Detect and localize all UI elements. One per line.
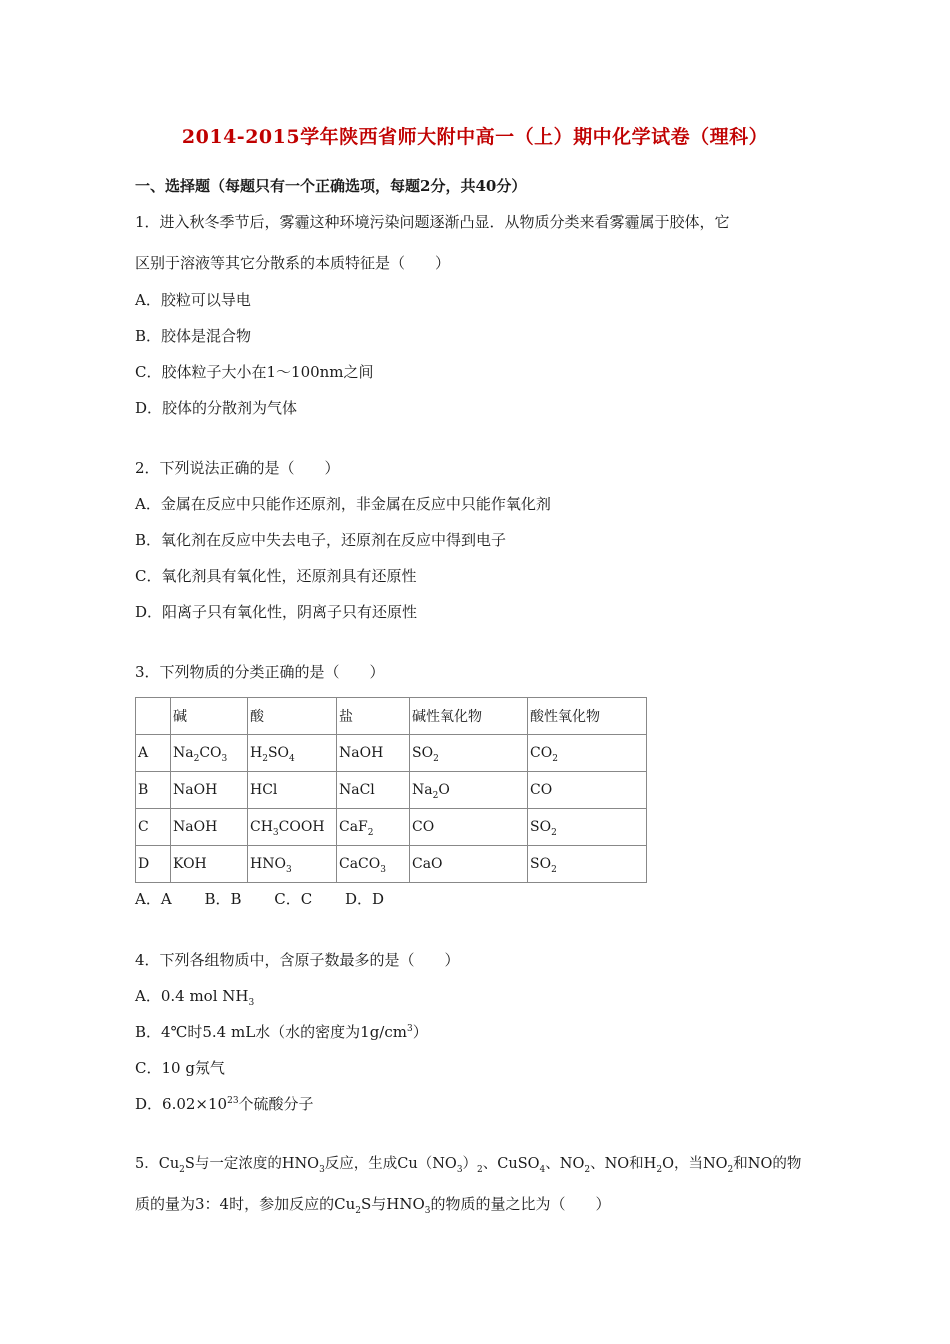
- table-header-cell: [136, 698, 171, 735]
- row-label: C: [136, 809, 171, 846]
- table-header-row: [136, 698, 647, 735]
- table-row: [136, 809, 647, 846]
- table-cell: $CO_2$: [528, 735, 647, 772]
- q2-option-d: D．阳离子只有氧化性，阴离子只有还原性: [135, 603, 418, 621]
- table-header-cell: 盐: [337, 698, 410, 735]
- table-cell: NaOH: [337, 735, 410, 772]
- q1-stem-line2: 区别于溶液等其它分散系的本质特征是（ ）: [135, 254, 451, 272]
- table-cell: NaCl: [337, 772, 410, 809]
- table-cell: CO: [528, 772, 647, 809]
- classification-table: [135, 697, 647, 883]
- table-cell: CO: [410, 809, 528, 846]
- table-cell: KOH: [171, 846, 248, 883]
- q4-option-d: D．$6.02\times 10^{23}$个硫酸分子: [135, 1095, 314, 1113]
- table-header-cell: 碱性氧化物: [410, 698, 528, 735]
- q1-stem-line1: 1．进入秋冬季节后，雾霾这种环境污染问题逐渐凸显．从物质分类来看雾霾属于胶体，它: [135, 213, 730, 231]
- q1-option-d: D．胶体的分散剂为气体: [135, 399, 298, 417]
- q5-stem-line1: 5．$Cu_2S$与一定浓度的$HNO_3$反应，生成$Cu(NO_3)_2$、CuSO$_4$、$NO_2$、NO和$H_2O$，当$NO_2$和NO的物: [135, 1156, 802, 1175]
- q4-option-c: C．10 g氖气: [135, 1059, 225, 1077]
- q3-stem: 3．下列物质的分类正确的是（ ）: [135, 663, 385, 681]
- table-cell: $SO_2$: [528, 846, 647, 883]
- row-label: B: [136, 772, 171, 809]
- table-cell: $SO_2$: [410, 735, 528, 772]
- table-cell: HCl: [248, 772, 337, 809]
- table-cell: $CH_3COOH$: [248, 809, 337, 846]
- q1-option-b: B．胶体是混合物: [135, 327, 252, 345]
- table-header-cell: 酸性氧化物: [528, 698, 647, 735]
- table-cell: $Na_2O$: [410, 772, 528, 809]
- table-cell: CaCO$_3$: [337, 846, 410, 883]
- row-label: D: [136, 846, 171, 883]
- q4-option-b: B．4℃时5.4 mL水（水的密度为$1g/cm^3$）: [135, 1023, 428, 1041]
- table-cell: $Na_2CO_3$: [171, 735, 248, 772]
- q2-stem: 2．下列说法正确的是（ ）: [135, 459, 340, 477]
- table-cell: NaOH: [171, 772, 248, 809]
- q2-option-a: A．金属在反应中只能作还原剂，非金属在反应中只能作氧化剂: [135, 495, 551, 513]
- table-row: [136, 772, 647, 809]
- table-row: [136, 735, 647, 772]
- table-cell: $HNO_3$: [248, 846, 337, 883]
- table-cell: NaOH: [171, 809, 248, 846]
- q1-option-c: C．胶体粒子大小在1～100nm之间: [135, 363, 374, 381]
- section-heading: 一、选择题（每题只有一个正确选项，每题2分，共40分）: [135, 177, 527, 195]
- q3-option-b: B．B: [204, 890, 242, 908]
- table-cell: $SO_2$: [528, 809, 647, 846]
- q3-option-d: D．D: [345, 890, 385, 908]
- q3-option-a: A．A: [135, 890, 172, 908]
- q4-stem: 4．下列各组物质中，含原子数最多的是（ ）: [135, 951, 460, 969]
- table-row: [136, 846, 647, 883]
- exam-title: 2014-2015学年陕西省师大附中高一（上）期中化学试卷（理科）: [181, 126, 769, 148]
- q3-option-c: C．C: [274, 890, 313, 908]
- row-label: A: [136, 735, 171, 772]
- q2-option-c: C．氧化剂具有氧化性，还原剂具有还原性: [135, 567, 417, 585]
- table-cell: CaO: [410, 846, 528, 883]
- q5-stem-line2: 质的量为3：4时，参加反应的$Cu_2S$与$HNO_3$的物质的量之比为（ ）: [135, 1195, 611, 1216]
- q2-option-b: B．氧化剂在反应中失去电子，还原剂在反应中得到电子: [135, 531, 507, 549]
- table-cell: $H_2SO_4$: [248, 735, 337, 772]
- q1-option-a: A．胶粒可以导电: [135, 291, 251, 309]
- table-cell: CaF$_2$: [337, 809, 410, 846]
- q4-option-a: A．0.4 mol $NH_3$: [135, 987, 255, 1008]
- table-header-cell: 碱: [171, 698, 248, 735]
- q3-options: [135, 889, 412, 909]
- table-header-cell: 酸: [248, 698, 337, 735]
